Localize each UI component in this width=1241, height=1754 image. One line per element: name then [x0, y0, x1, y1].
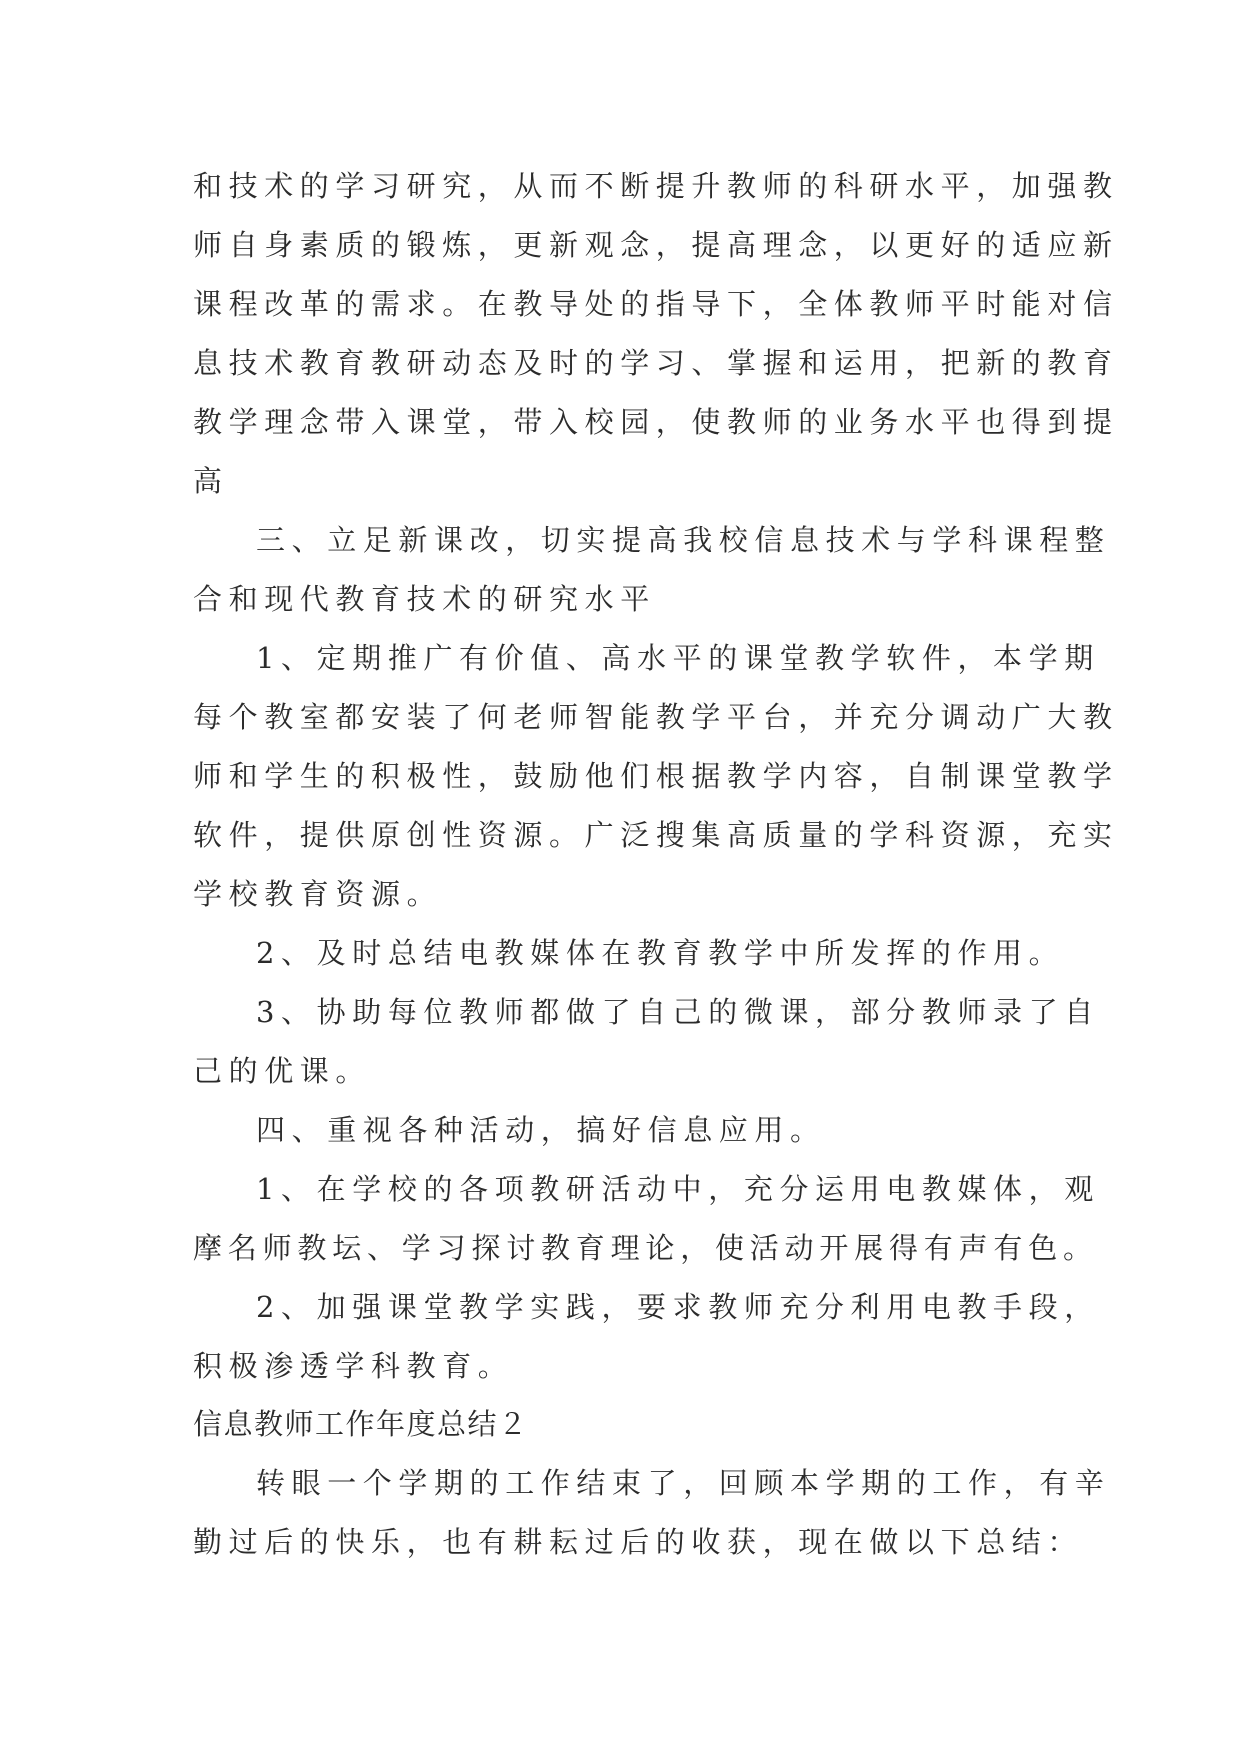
text-line: 合和现代教育技术的研究水平 — [193, 582, 656, 616]
list-item: 1、定期推广有价值、高水平的课堂教学软件，本学期 — [256, 641, 1100, 675]
text-line: 己的优课。 — [193, 1054, 372, 1088]
list-item: 2、加强课堂教学实践，要求教师充分利用电教手段， — [256, 1290, 1100, 1324]
text-line: 和技术的学习研究，从而不断提升教师的科研水平，加强教 — [193, 169, 1119, 203]
text-line: 师和学生的积极性，鼓励他们根据教学内容，自制课堂教学 — [193, 759, 1119, 793]
section-heading: 三、立足新课改，切实提高我校信息技术与学科课程整 — [256, 523, 1111, 557]
section-heading: 四、重视各种活动，搞好信息应用。 — [256, 1113, 826, 1147]
text-line: 积极渗透学科教育。 — [193, 1349, 514, 1383]
text-line: 课程改革的需求。在教导处的指导下，全体教师平时能对信 — [193, 287, 1119, 321]
list-item: 1、在学校的各项教研活动中，充分运用电教媒体，观 — [256, 1172, 1100, 1206]
text-line: 高 — [193, 464, 229, 498]
text-line: 师自身素质的锻炼，更新观念，提高理念，以更好的适应新 — [193, 228, 1119, 262]
text-line: 每个教室都安装了何老师智能教学平台，并充分调动广大教 — [193, 700, 1119, 734]
text-line: 学校教育资源。 — [193, 877, 443, 911]
list-item: 2、及时总结电教媒体在教育教学中所发挥的作用。 — [256, 936, 1065, 970]
text-line: 勤过后的快乐，也有耕耘过后的收获，现在做以下总结： — [193, 1525, 1084, 1559]
text-line: 教学理念带入课堂，带入校园，使教师的业务水平也得到提 — [193, 405, 1119, 439]
article-title: 信息教师工作年度总结２ — [193, 1407, 529, 1441]
text-line: 软件，提供原创性资源。广泛搜集高质量的学科资源，充实 — [193, 818, 1119, 852]
text-line: 息技术教育教研动态及时的学习、掌握和运用，把新的教育 — [193, 346, 1119, 380]
text-line: 转眼一个学期的工作结束了，回顾本学期的工作，有辛 — [256, 1466, 1111, 1500]
list-item: 3、协助每位教师都做了自己的微课，部分教师录了自 — [256, 995, 1100, 1029]
text-line: 摩名师教坛、学习探讨教育理论，使活动开展得有声有色。 — [193, 1231, 1098, 1265]
